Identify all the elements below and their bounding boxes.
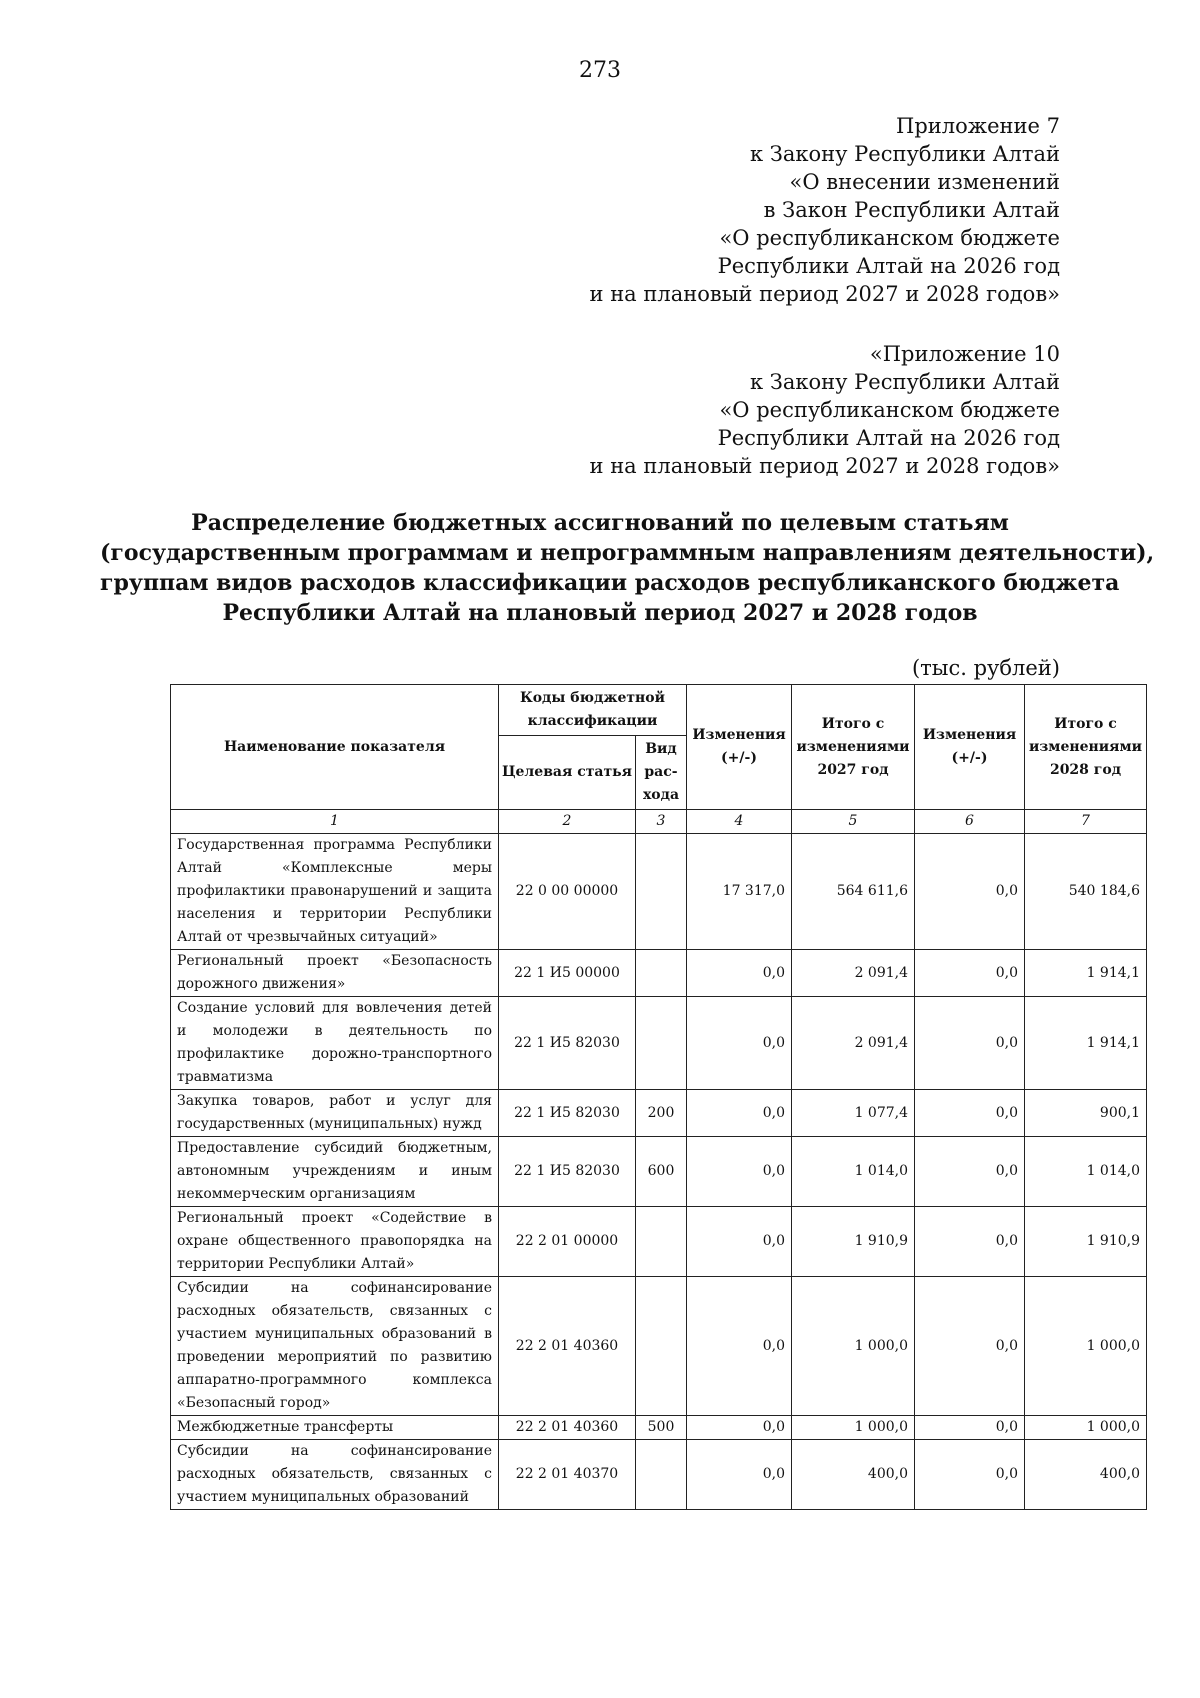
page-number: 273 xyxy=(579,58,621,83)
row-expense-kind xyxy=(636,1440,687,1510)
appendix-7-line: Приложение 7 xyxy=(896,114,1060,138)
row-total-2028: 1 910,9 xyxy=(1025,1207,1147,1277)
row-total-2028: 1 014,0 xyxy=(1025,1137,1147,1207)
row-expense-kind: 600 xyxy=(636,1137,687,1207)
appendix-7-line: Республики Алтай на 2026 год xyxy=(717,254,1060,278)
title-line: (государственным программам и непрограммным направлениям деятельности), xyxy=(100,540,1155,566)
row-change-2028: 0,0 xyxy=(915,1090,1025,1137)
row-name: Закупка товаров, работ и услуг для государственных (муниципальных) нужд xyxy=(171,1090,499,1137)
row-total-2028: 540 184,6 xyxy=(1025,834,1147,950)
row-change-2027: 0,0 xyxy=(687,1207,792,1277)
header-expense-kind: Вид рас-хода xyxy=(636,736,687,810)
appendix-7-line: «О внесении изменений xyxy=(789,170,1060,194)
row-name: Региональный проект «Безопасность дорожного движения» xyxy=(171,950,499,997)
title-line: группам видов расходов классификации расходов республиканского бюджета xyxy=(100,570,1120,596)
column-number: 5 xyxy=(792,810,915,834)
column-number: 2 xyxy=(499,810,636,834)
table-row xyxy=(171,834,1147,950)
header-total-2027: Итого с изменениями 2027 год xyxy=(792,685,915,810)
row-total-2028: 1 914,1 xyxy=(1025,950,1147,997)
appendix-7-block xyxy=(590,112,1060,308)
row-change-2027: 0,0 xyxy=(687,1440,792,1510)
row-name: Предоставление субсидий бюджетным, автономным учреждениям и иным некоммерческим организациям xyxy=(171,1137,499,1207)
row-change-2027: 0,0 xyxy=(687,997,792,1090)
document-title xyxy=(100,508,1155,628)
table-row xyxy=(171,1137,1147,1207)
row-expense-kind xyxy=(636,834,687,950)
header-target-article: Целевая статья xyxy=(499,736,636,810)
row-total-2027: 1 014,0 xyxy=(792,1137,915,1207)
row-change-2027: 0,0 xyxy=(687,950,792,997)
row-expense-kind xyxy=(636,1207,687,1277)
row-total-2028: 1 000,0 xyxy=(1025,1277,1147,1416)
row-change-2028: 0,0 xyxy=(915,950,1025,997)
column-number: 7 xyxy=(1025,810,1147,834)
row-total-2028: 900,1 xyxy=(1025,1090,1147,1137)
row-expense-kind: 500 xyxy=(636,1416,687,1440)
table-row xyxy=(171,1277,1147,1416)
appendix-10-block xyxy=(590,340,1060,480)
row-target-article: 22 2 01 40370 xyxy=(499,1440,636,1510)
row-expense-kind: 200 xyxy=(636,1090,687,1137)
row-target-article: 22 1 И5 00000 xyxy=(499,950,636,997)
row-expense-kind xyxy=(636,950,687,997)
row-expense-kind xyxy=(636,1277,687,1416)
header-total-2028: Итого с изменениями 2028 год xyxy=(1025,685,1147,810)
budget-table xyxy=(170,684,1147,1510)
column-number: 1 xyxy=(171,810,499,834)
table-row xyxy=(171,1416,1147,1440)
row-target-article: 22 1 И5 82030 xyxy=(499,997,636,1090)
table-row xyxy=(171,1090,1147,1137)
row-change-2027: 17 317,0 xyxy=(687,834,792,950)
row-target-article: 22 2 01 40360 xyxy=(499,1416,636,1440)
row-name: Создание условий для вовлечения детей и молодежи в деятельность по профилактике дорожно-транспортного травматизма xyxy=(171,997,499,1090)
row-name: Региональный проект «Содействие в охране общественного правопорядка на территории Республики Алтай» xyxy=(171,1207,499,1277)
row-total-2027: 1 910,9 xyxy=(792,1207,915,1277)
appendix-7-line: и на плановый период 2027 и 2028 годов» xyxy=(589,282,1060,306)
row-change-2027: 0,0 xyxy=(687,1416,792,1440)
row-change-2028: 0,0 xyxy=(915,1207,1025,1277)
header-name: Наименование показателя xyxy=(171,685,499,810)
row-expense-kind xyxy=(636,997,687,1090)
row-change-2027: 0,0 xyxy=(687,1137,792,1207)
title-line: Республики Алтай на плановый период 2027 и 2028 годов xyxy=(222,600,978,626)
units-label: (тыс. рублей) xyxy=(911,656,1060,680)
row-change-2028: 0,0 xyxy=(915,997,1025,1090)
row-total-2027: 1 077,4 xyxy=(792,1090,915,1137)
row-total-2027: 2 091,4 xyxy=(792,997,915,1090)
row-total-2028: 1 000,0 xyxy=(1025,1416,1147,1440)
row-total-2027: 1 000,0 xyxy=(792,1277,915,1416)
row-name: Межбюджетные трансферты xyxy=(171,1416,499,1440)
table-row xyxy=(171,1440,1147,1510)
row-name: Субсидии на софинансирование расходных обязательств, связанных с участием муниципальных образований xyxy=(171,1440,499,1510)
appendix-10-line: и на плановый период 2027 и 2028 годов» xyxy=(589,454,1060,478)
header-codes-group: Коды бюджетной классификации xyxy=(499,685,687,736)
row-target-article: 22 0 00 00000 xyxy=(499,834,636,950)
row-change-2028: 0,0 xyxy=(915,1440,1025,1510)
appendix-7-line: «О республиканском бюджете xyxy=(719,226,1060,250)
appendix-10-line: «О республиканском бюджете xyxy=(719,398,1060,422)
row-target-article: 22 2 01 00000 xyxy=(499,1207,636,1277)
row-name: Субсидии на софинансирование расходных обязательств, связанных с участием муниципальных образований в проведении мероприятий по развитию аппаратно-программного комплекса «Безопасный город» xyxy=(171,1277,499,1416)
appendix-7-line: в Закон Республики Алтай xyxy=(763,198,1060,222)
table-row xyxy=(171,1207,1147,1277)
table-row xyxy=(171,997,1147,1090)
row-target-article: 22 1 И5 82030 xyxy=(499,1090,636,1137)
appendix-7-line: к Закону Республики Алтай xyxy=(749,142,1060,166)
row-change-2028: 0,0 xyxy=(915,1137,1025,1207)
row-target-article: 22 1 И5 82030 xyxy=(499,1137,636,1207)
appendix-10-line: «Приложение 10 xyxy=(869,342,1060,366)
row-change-2027: 0,0 xyxy=(687,1090,792,1137)
column-number: 6 xyxy=(915,810,1025,834)
header-change-2027: Изменения (+/-) xyxy=(687,685,792,810)
appendix-10-line: к Закону Республики Алтай xyxy=(749,370,1060,394)
row-change-2028: 0,0 xyxy=(915,1416,1025,1440)
row-total-2027: 400,0 xyxy=(792,1440,915,1510)
column-number: 4 xyxy=(687,810,792,834)
row-total-2028: 1 914,1 xyxy=(1025,997,1147,1090)
header-change-2028: Изменения (+/-) xyxy=(915,685,1025,810)
row-total-2028: 400,0 xyxy=(1025,1440,1147,1510)
row-change-2028: 0,0 xyxy=(915,1277,1025,1416)
row-name: Государственная программа Республики Алтай «Комплексные меры профилактики правонарушений и защита населения и территории Республики Алтай от чрезвычайных ситуаций» xyxy=(171,834,499,950)
title-line: Распределение бюджетных ассигнований по целевым статьям xyxy=(191,510,1009,536)
column-numbers-row xyxy=(171,810,1147,834)
appendix-10-line: Республики Алтай на 2026 год xyxy=(717,426,1060,450)
row-total-2027: 1 000,0 xyxy=(792,1416,915,1440)
row-change-2028: 0,0 xyxy=(915,834,1025,950)
row-total-2027: 564 611,6 xyxy=(792,834,915,950)
row-change-2027: 0,0 xyxy=(687,1277,792,1416)
column-number: 3 xyxy=(636,810,687,834)
row-total-2027: 2 091,4 xyxy=(792,950,915,997)
table-row xyxy=(171,950,1147,997)
row-target-article: 22 2 01 40360 xyxy=(499,1277,636,1416)
